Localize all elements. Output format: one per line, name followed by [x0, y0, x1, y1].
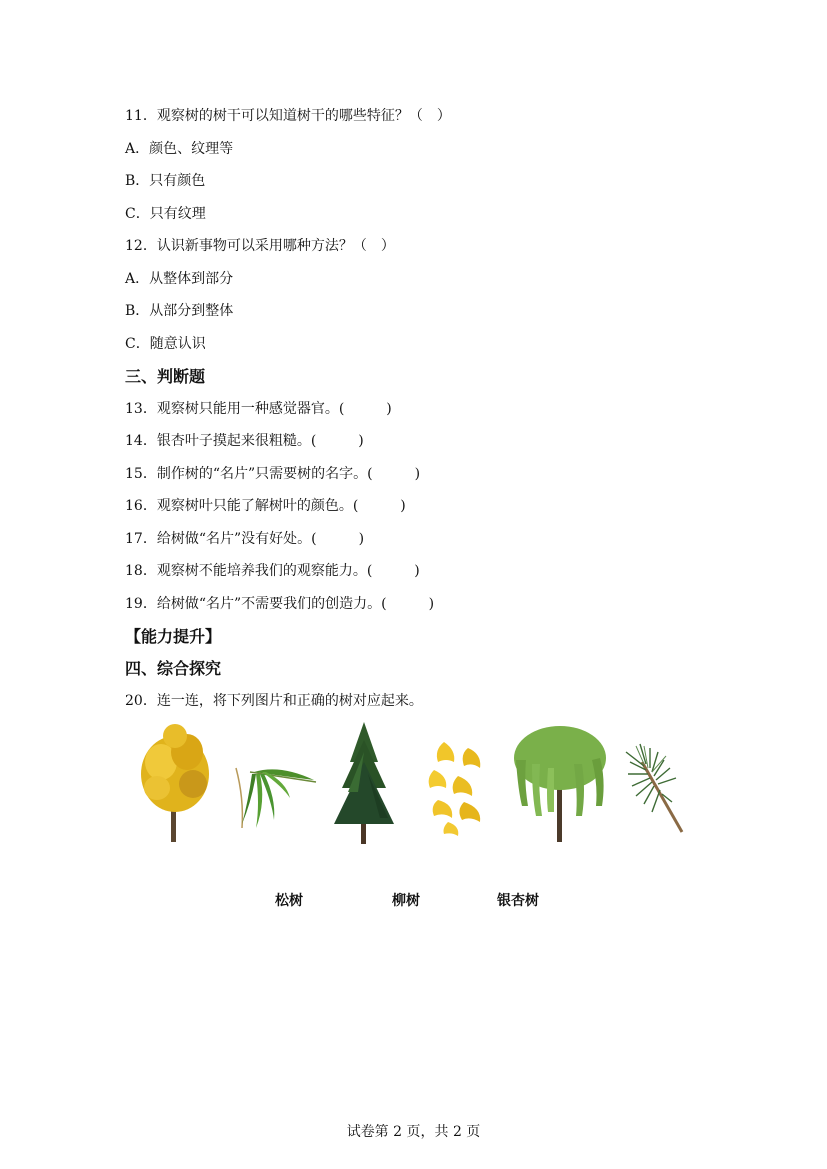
section-3-heading: 三、判断题	[125, 367, 206, 386]
conifer-tree-image	[328, 722, 400, 844]
ability-heading: 【能力提升】	[125, 627, 222, 646]
judgment-item-19: 19．给树做“名片”不需要我们的创造力。( )	[125, 596, 435, 612]
tree-label-pine: 松树	[275, 893, 303, 909]
ginkgo-leaves-image	[424, 740, 490, 836]
judgment-item-14: 14．银杏叶子摸起来很粗糙。( )	[125, 433, 364, 449]
question-11-option-b: B．只有颜色	[125, 173, 206, 189]
judgment-item-18: 18．观察树不能培养我们的观察能力。( )	[125, 563, 420, 579]
judgment-item-17: 17．给树做“名片”没有好处。( )	[125, 531, 365, 547]
question-11-option-a: A．颜色、纹理等	[125, 141, 234, 157]
willow-tree-image	[508, 720, 612, 844]
pine-branch-image	[624, 742, 686, 838]
question-12-option-b: B．从部分到整体	[125, 303, 234, 319]
section-4-heading: 四、综合探究	[125, 659, 222, 678]
judgment-item-15: 15．制作树的“名片”只需要树的名字。( )	[125, 466, 421, 482]
question-11-stem: 11．观察树的树干可以知道树干的哪些特征？（ ）	[125, 108, 451, 124]
question-12-stem: 12．认识新事物可以采用哪种方法？（ ）	[125, 238, 395, 254]
tree-label-willow: 柳树	[392, 893, 420, 909]
tree-label-ginkgo: 银杏树	[497, 893, 539, 909]
judgment-item-16: 16．观察树叶只能了解树叶的颜色。( )	[125, 498, 406, 514]
page-footer: 试卷第 2 页，共 2 页	[346, 1124, 481, 1140]
question-11-option-c: C．只有纹理	[125, 206, 206, 222]
question-12-option-a: A．从整体到部分	[125, 271, 234, 287]
question-20-stem: 20．连一连，将下列图片和正确的树对应起来。	[125, 693, 423, 709]
ginkgo-tree-image	[135, 722, 215, 844]
bamboo-leaves-image	[230, 758, 318, 830]
judgment-item-13: 13．观察树只能用一种感觉器官。( )	[125, 401, 392, 417]
question-12-option-c: C．随意认识	[125, 336, 206, 352]
